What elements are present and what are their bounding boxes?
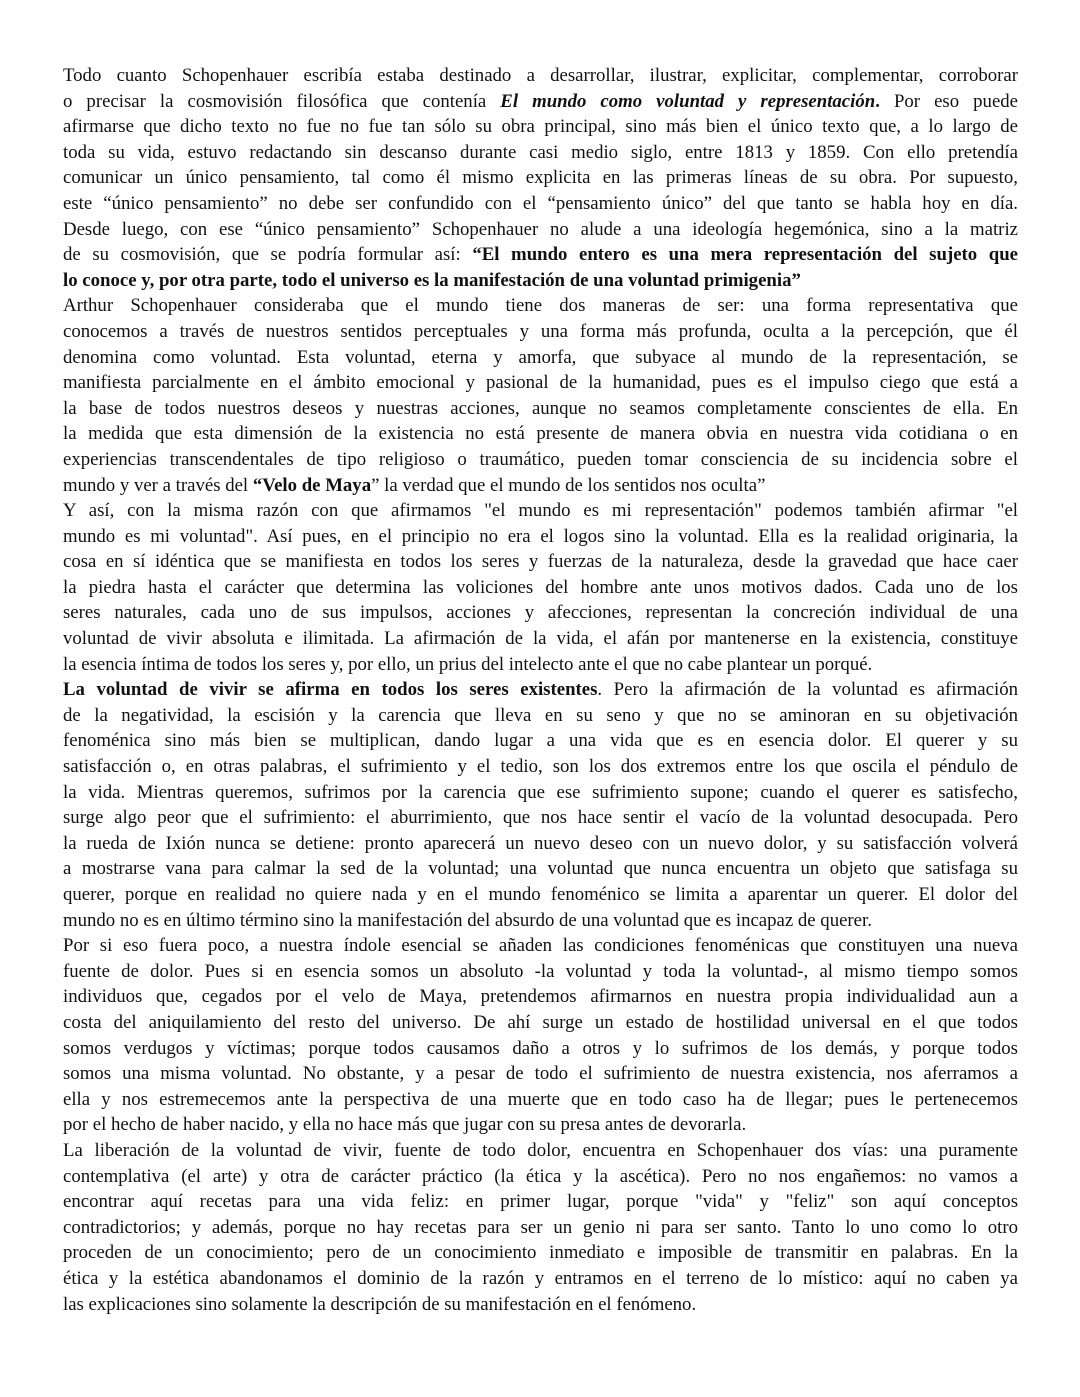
text-span: encontrar aquí recetas para una vida feliz: en primer lugar, porque "vida" y "feliz" son aquí conceptos [63, 1191, 1018, 1213]
text-line [63, 1138, 1018, 1164]
text-line [63, 396, 1018, 422]
text-span: por el hecho de haber nacido, y ella no hace más que jugar con su presa antes de devorarla. [63, 1114, 747, 1136]
text-span: individuos que, cegados por el velo de Maya, pretendemos afirmarnos en nuestra propia individualidad aun a [63, 986, 1018, 1008]
text-line [63, 524, 1018, 550]
text-span: Desde luego, con ese “único pensamiento” Schopenhauer no alude a una ideología hegemónica, sino a la matriz [63, 218, 1018, 240]
text-span: manifiesta parcialmente en el ámbito emocional y pasional de la humanidad, pues es el impulso ciego que está a [63, 372, 1018, 394]
text-line [63, 652, 1018, 678]
text-span: seres naturales, cada uno de sus impulsos, acciones y afecciones, representan la concreción individual de una [63, 602, 1018, 624]
text-line [63, 1112, 1018, 1138]
text-span: comunicar un único pensamiento, tal como él mismo explicita en las primeras líneas de su obra. Por supuesto, [63, 167, 1018, 189]
paragraph [63, 677, 1018, 933]
text-span: experiencias transcendentales de tipo religioso o traumático, pueden tomar consciencia de su incidencia sobre el [63, 448, 1018, 470]
text-span: conocemos a través de nuestros sentidos perceptuales y una forma más profunda, oculta a la percepción, que él [63, 320, 1018, 342]
text-span: afirmarse que dicho texto no fue no fue tan sólo su obra principal, sino más bien el único texto que, a lo largo de [63, 116, 1018, 138]
text-line [63, 242, 1018, 268]
text-line [63, 293, 1018, 319]
text-span: cosa en sí idéntica que se manifiesta en todos los seres y fuerzas de la naturaleza, desde la gravedad que hace caer [63, 551, 1018, 573]
text-span: la esencia íntima de todos los seres y, por ello, un prius del intelecto ante el que no cabe plantear un porqué. [63, 653, 873, 675]
document-body [63, 63, 1018, 1317]
text-line [63, 114, 1018, 140]
text-line [63, 754, 1018, 780]
text-line [63, 959, 1018, 985]
text-line [63, 447, 1018, 473]
text-line [63, 575, 1018, 601]
text-span: voluntad de vivir absoluta e ilimitada. La afirmación de la vida, el afán por mantenerse en la existencia, constituye [63, 628, 1018, 650]
bold-text: . [875, 90, 880, 112]
paragraph [63, 293, 1018, 498]
text-line [63, 728, 1018, 754]
text-span: ella y nos estremecemos ante la perspectiva de una muerte que en todo caso ha de llegar; pues le pertenecemos [63, 1088, 1018, 1110]
text-span: la vida. Mientras queremos, sufrimos por la carencia que ese sufrimiento supone; cuando el querer es satisfecho, [63, 781, 1018, 803]
text-span: la piedra hasta el carácter que determina las voliciones del hombre ante unos motivos dados. Cada uno de los [63, 576, 1018, 598]
text-span: denomina como voluntad. Esta voluntad, eterna y amorfa, que subyace al mundo de la representación, se [63, 346, 1018, 368]
text-span: Por si eso fuera poco, a nuestra índole esencial se añaden las condiciones fenoménicas que constituyen una nueva [63, 935, 1018, 957]
text-line [63, 984, 1018, 1010]
text-span: contradictorios; y además, porque no hay recetas para ser un genio ni para ser santo. Tanto lo uno como lo otro [63, 1216, 1018, 1238]
text-span: mundo no es en último término sino la manifestación del absurdo de una voluntad que es incapaz de querer. [63, 909, 872, 931]
text-line [63, 63, 1018, 89]
text-line [63, 780, 1018, 806]
text-span: la rueda de Ixión nunca se detiene: pronto aparecerá un nuevo deseo con un nuevo dolor, y su satisfacción volverá [63, 832, 1018, 854]
text-line [63, 345, 1018, 371]
text-line [63, 703, 1018, 729]
text-line [63, 217, 1018, 243]
text-line [63, 626, 1018, 652]
bold-text: lo conoce y, por otra parte, todo el universo es la manifestación de una voluntad primigenia” [63, 269, 801, 291]
bold-text: La voluntad de vivir se afirma en todos los seres existentes [63, 679, 598, 701]
text-span: de la negatividad, la escisión y la carencia que lleva en su seno y que no se aminoran en su objetivación [63, 704, 1018, 726]
text-span: las explicaciones sino solamente la descripción de su manifestación en el fenómeno. [63, 1293, 697, 1315]
text-span: La liberación de la voluntad de vivir, fuente de todo dolor, encuentra en Schopenhauer dos vías: una puramente [63, 1139, 1018, 1161]
text-line [63, 1010, 1018, 1036]
text-line [63, 1061, 1018, 1087]
text-line [63, 1292, 1018, 1318]
text-span: la medida que esta dimensión de la existencia no está presente de manera obvia en nuestra vida cotidiana o en [63, 423, 1018, 445]
text-span: a mostrarse vana para calmar la sed de la voluntad; una voluntad que nunca encuentra un objeto que satisfaga su [63, 858, 1018, 880]
text-line [63, 831, 1018, 857]
text-span: Todo cuanto Schopenhauer escribía estaba destinado a desarrollar, ilustrar, explicitar, complementar, corroborar [63, 65, 1018, 86]
text-line [63, 421, 1018, 447]
paragraph [63, 498, 1018, 677]
text-line [63, 165, 1018, 191]
text-span: Y así, con la misma razón con que afirmamos "el mundo es mi representación" podemos también afirmar "el [63, 500, 1018, 522]
text-span: somos una misma voluntad. No obstante, y a pesar de todo el sufrimiento de nuestra existencia, nos aferramos a [63, 1063, 1018, 1085]
text-line [63, 856, 1018, 882]
text-span: proceden de un conocimiento; pero de un conocimiento inmediato e imposible de transmitir en palabras. En la [63, 1242, 1018, 1264]
text-line [63, 1036, 1018, 1062]
text-span: ” la verdad que el mundo de los sentidos nos oculta” [371, 474, 766, 496]
bold-text: El mundo como voluntad y representación [500, 90, 876, 112]
text-span: contemplativa (el arte) y otra de carácter práctico (la ética y la ascética). Pero no nos engañemos: no vamos a [63, 1165, 1018, 1187]
text-line [63, 882, 1018, 908]
text-span: fuente de dolor. Pues si en esencia somos un absoluto -la voluntad y toda la voluntad-, al mismo tiempo somos [63, 960, 1018, 982]
text-span: costa del aniquilamiento del resto del universo. De ahí surge un estado de hostilidad universal en el que todos [63, 1011, 1018, 1033]
text-span: o precisar la cosmovisión filosófica que contenía [63, 90, 501, 112]
text-line [63, 89, 1018, 115]
text-line [63, 1266, 1018, 1292]
text-line [63, 473, 1018, 499]
text-span: Arthur Schopenhauer consideraba que el mundo tiene dos maneras de ser: una forma representativa que [63, 295, 1018, 317]
paragraph [63, 63, 1018, 293]
text-span: somos verdugos y víctimas; porque todos causamos daño a otros y lo sufrimos de los demás, y porque todos [63, 1037, 1018, 1059]
text-span: surge algo peor que el sufrimiento: el aburrimiento, que nos hace sentir el vacío de la voluntad desocupada. Pero [63, 807, 1018, 829]
text-line [63, 1164, 1018, 1190]
text-line [63, 933, 1018, 959]
text-line [63, 1240, 1018, 1266]
text-line [63, 268, 1018, 294]
text-line [63, 498, 1018, 524]
text-line [63, 1087, 1018, 1113]
bold-text: “El mundo entero es una mera representación del sujeto que [472, 244, 1018, 266]
text-span: ética y la estética abandonamos el dominio de la razón y entramos en el terreno de lo místico: aquí no caben ya [63, 1267, 1018, 1289]
text-span: este “único pensamiento” no debe ser confundido con el “pensamiento único” del que tanto se habla hoy en día. [63, 192, 1018, 214]
text-span: mundo es mi voluntad". Así pues, en el principio no era el logos sino la voluntad. Ella es la realidad originaria, la [63, 525, 1018, 547]
text-line [63, 370, 1018, 396]
text-line [63, 1215, 1018, 1241]
paragraph [63, 933, 1018, 1138]
text-line [63, 677, 1018, 703]
text-line [63, 805, 1018, 831]
text-span: satisfacción o, en otras palabras, el sufrimiento y el tedio, son los dos extremos entre los que oscila el péndulo de [63, 756, 1018, 778]
text-line [63, 1189, 1018, 1215]
text-span: fenoménica sino más bien se multiplican, dando lugar a una vida que es en esencia dolor. El querer y su [63, 730, 1018, 752]
text-line [63, 319, 1018, 345]
text-line [63, 140, 1018, 166]
text-line [63, 191, 1018, 217]
bold-text: “Velo de Maya [252, 474, 372, 496]
text-span: querer, porque en realidad no quiere nada y en el mundo fenoménico se limita a aparentar un querer. El dolor del [63, 884, 1018, 905]
text-span: de su cosmovisión, que se podría formular así: [63, 244, 473, 266]
text-span: mundo y ver a través del [63, 474, 253, 496]
text-span: Por eso puede [879, 90, 1019, 112]
paragraph [63, 1138, 1018, 1317]
text-line [63, 600, 1018, 626]
text-span: toda su vida, estuvo redactando sin descanso durante casi medio siglo, entre 1813 y 1859. Con ello pretendía [63, 141, 1018, 163]
text-span: la base de todos nuestros deseos y nuestras acciones, aunque no seamos completamente conscientes de ella. En [63, 397, 1018, 419]
text-line [63, 549, 1018, 575]
text-line [63, 908, 1018, 934]
text-span: . Pero la afirmación de la voluntad es afirmación [597, 679, 1018, 701]
